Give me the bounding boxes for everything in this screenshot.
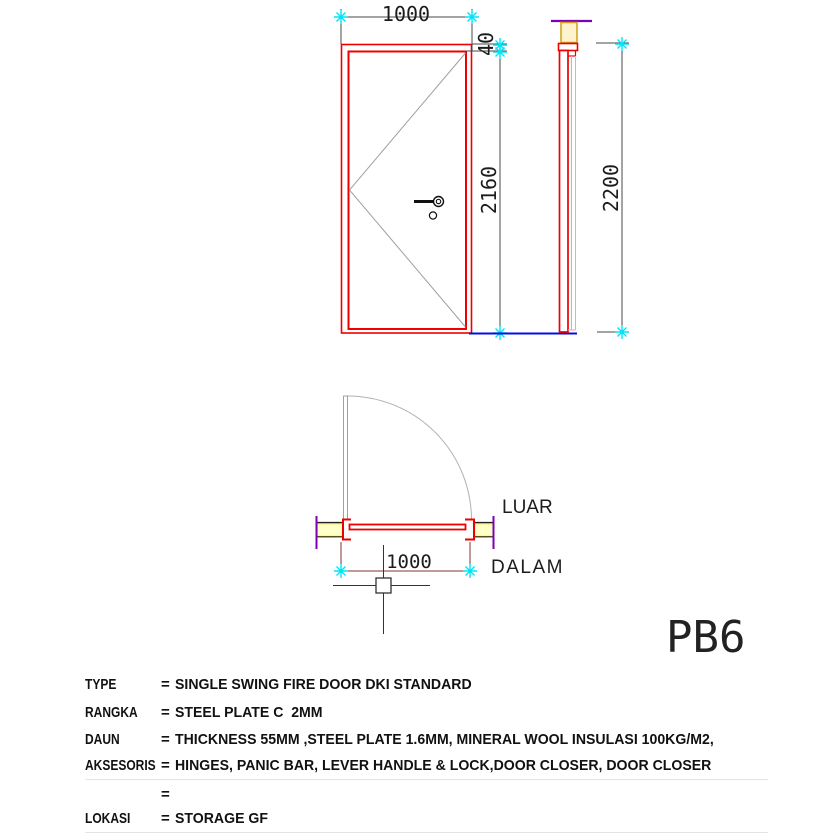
door-swing-arc [348, 396, 472, 520]
spec-row-rangka [85, 704, 785, 724]
spec-equals: = [161, 704, 170, 721]
dim-leaf-height: 2160 [477, 165, 501, 215]
dim-marker [615, 325, 629, 339]
lever-handle-icon [414, 197, 444, 220]
spec-label: TYPE [85, 676, 117, 693]
spec-equals: = [161, 810, 170, 827]
spec-label: AKSESORIS [85, 757, 156, 774]
plan-view [316, 396, 564, 634]
dim-plan-width: 1000 [386, 551, 432, 573]
dim-elevation-width: 1000 [381, 2, 431, 26]
dim-marker [334, 564, 348, 578]
drawing-code: PB6 [666, 612, 746, 663]
dim-total-height: 2200 [599, 163, 623, 213]
spec-row-type [85, 676, 785, 696]
spec-label: LOKASI [85, 810, 131, 827]
door-frame-elevation [342, 45, 472, 334]
dim-marker [615, 37, 629, 51]
spec-equals: = [161, 786, 170, 803]
wall-right [474, 516, 494, 549]
spec-equals: = [161, 731, 170, 748]
door-leaf-elevation [349, 52, 467, 330]
label-outside: LUAR [502, 497, 553, 518]
swing-direction-lines [350, 53, 466, 327]
spec-row-aksesoris [85, 757, 785, 777]
spec-value: HINGES, PANIC BAR, LEVER HANDLE & LOCK,DOOR CLOSER, DOOR CLOSER [175, 757, 712, 774]
spec-value: SINGLE SWING FIRE DOOR DKI STANDARD [175, 676, 472, 693]
spec-equals: = [161, 676, 170, 693]
frame-head-section [561, 23, 577, 43]
door-leaf-plan [350, 525, 466, 530]
door-leaf-section [560, 51, 569, 333]
spec-label: RANGKA [85, 704, 138, 721]
open-door-leaf-plan [344, 396, 348, 520]
label-inside: DALAM [491, 557, 564, 578]
elevation-view [334, 2, 577, 340]
spec-value: THICKNESS 55MM ,STEEL PLATE 1.6MM, MINERAL WOOL INSULASI 100KG/M2, [175, 731, 714, 748]
spec-row-lokasi [85, 810, 785, 830]
spec-row-daun [85, 731, 785, 751]
dim-marker [465, 10, 479, 24]
section-view [551, 21, 629, 339]
wall-left [316, 516, 343, 549]
spec-equals: = [161, 757, 170, 774]
table-divider [85, 832, 768, 833]
dim-marker [463, 564, 477, 578]
table-divider [85, 779, 768, 780]
spec-label [85, 786, 146, 806]
door-leaf-section-back [568, 56, 576, 330]
spec-row-empty [85, 786, 785, 806]
dim-frame-top: 40 [474, 31, 498, 57]
spec-value: STEEL PLATE C 2MM [175, 704, 323, 721]
spec-value: STORAGE GF [175, 810, 268, 827]
spec-label: DAUN [85, 731, 120, 748]
dim-marker [334, 10, 348, 24]
